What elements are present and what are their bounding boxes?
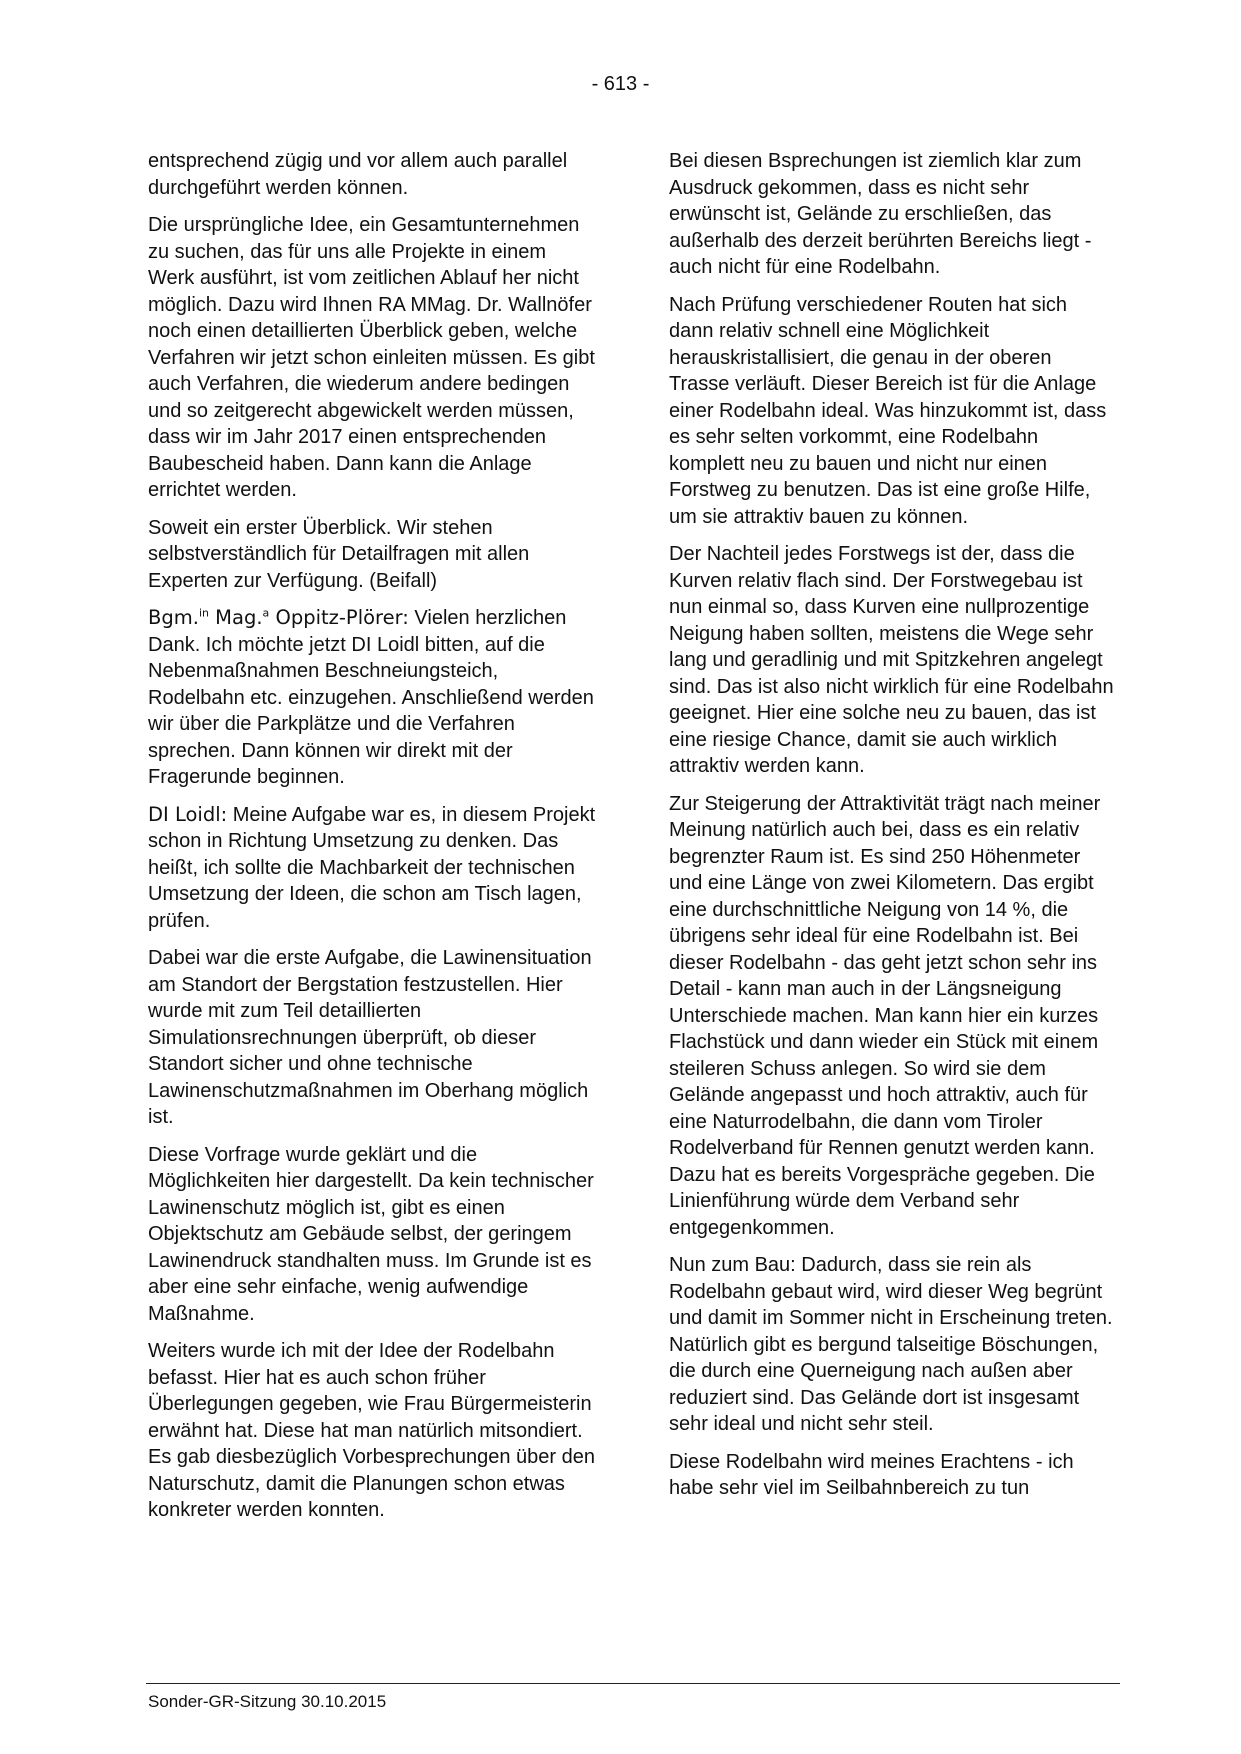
paragraph: Die ursprüngliche Idee, ein Gesamtunternehmen zu suchen, das für uns alle Projekte in einem Werk ausführt, ist vom zeitlichen Ablauf her nicht möglich. Dazu wird Ihnen RA MMag. Dr. Wallnöfer noch einen detaillierten Überblick geben, welche Verfahren wir jetzt schon einleiten müssen. Es gibt auch Verfahren, die wiederum andere bedingen und so zeitgerecht abgewickelt werden müssen, dass wir im Jahr 2017 einen entsprechenden Baubescheid haben. Dann kann die Anlage errichtet werden. xyxy=(148,214,595,501)
speaker-name xyxy=(148,606,409,629)
paragraph: Diese Rodelbahn wird meines Erachtens - ich habe sehr viel im Seilbahnbereich zu tun xyxy=(669,1450,1074,1499)
page-number: - 613 - xyxy=(591,73,650,95)
paragraph: Dabei war die erste Aufgabe, die Lawinensituation am Standort der Bergstation festzustellen. Hier wurde mit zum Teil detaillierten Simulationsrechnungen überprüft, ob dieser Standort sicher und ohne technische Lawinenschutzmaßnahmen im Oberhang möglich ist. xyxy=(148,947,592,1128)
paragraph: Nach Prüfung verschiedener Routen hat sich dann relativ schnell eine Möglichkeit herauskristallisiert, die genau in der oberen Trasse verläuft. Dieser Bereich ist für die Anlage einer Rodelbahn ideal. Was hinzukommt ist, dass es sehr selten vorkommt, eine Rodelbahn komplett neu zu bauen und nicht nur einen Forstweg zu benutzen. Das ist eine große Hilfe, um sie attraktiv bauen zu können. xyxy=(669,293,1107,528)
paragraph: Weiters wurde ich mit der Idee der Rodelbahn befasst. Hier hat es auch schon früher Überlegungen gegeben, wie Frau Bürgermeisterin erwähnt hat. Diese hat man natürlich mitsondiert. Es gab diesbezüglich Vorbesprechungen über den Naturschutz, damit die Planungen schon etwas konkreter werden konnten. xyxy=(148,1340,595,1521)
paragraph: Zur Steigerung der Attraktivität trägt nach meiner Meinung natürlich auch bei, dass es ein relativ begrenzter Raum ist. Es sind 250 Höhenmeter und eine Länge von zwei Kilometern. Das ergibt eine durchschnittliche Neigung von 14 %, die übrigens sehr ideal für eine Rodelbahn ist. Bei dieser Rodelbahn - das geht jetzt schon sehr ins Detail - kann man auch in der Längsneigung Unterschiede machen. Man kann hier ein kurzes Flachstück und dann wieder ein Stück mit einem steileren Schuss anlegen. So wird sie dem Gelände angepasst und hoch attraktiv, auch für eine Naturrodelbahn, die dann vom Tiroler Rodelverband für Rennen genutzt werden kann. Dazu hat es bereits Vorgespräche gegeben. Die Linienführung würde dem Verband sehr entgegenkommen. xyxy=(669,792,1101,1239)
right-column xyxy=(669,148,1117,1513)
speaker-surname: Oppitz-Plörer: xyxy=(269,606,409,629)
footer-session-label: Sonder-GR-Sitzung 30.10.2015 xyxy=(148,1692,387,1711)
paragraph: Nun zum Bau: Dadurch, dass sie rein als Rodelbahn gebaut wird, wird dieser Weg begrünt und damit im Sommer nicht in Erscheinung treten. Natürlich gibt es bergund talseitige Böschungen, die durch eine Querneigung nach außen aber reduziert sind. Das Gelände dort ist insgesamt sehr ideal und nicht sehr steil. xyxy=(669,1254,1113,1435)
speaker-title: Bgm. xyxy=(148,606,199,629)
paragraph: entsprechend zügig und vor allem auch parallel durchgeführt werden können. xyxy=(148,150,568,199)
paragraph: Bei diesen Bsprechungen ist ziemlich klar zum Ausdruck gekommen, dass es nicht sehr erwünscht ist, Gelände zu erschließen, das außerhalb des derzeit berührten Bereichs liegt - auch nicht für eine Rodelbahn. xyxy=(669,150,1092,278)
footer-divider xyxy=(146,1683,1120,1684)
speaker-degree-sup: a xyxy=(262,606,270,620)
left-column xyxy=(148,148,596,1535)
speaker-degree: Mag. xyxy=(208,606,263,629)
speech-text: Meine Aufgabe war es, in diesem Projekt schon in Richtung Umsetzung zu denken. Das heißt, ich sollte die Machbarkeit der technischen Umsetzung der Ideen, die schon am Tisch lagen, prüfen. xyxy=(148,803,596,932)
paragraph xyxy=(148,605,596,791)
speech-text: Vielen herzlichen Dank. Ich möchte jetzt DI Loidl bitten, auf die Nebenmaßnahmen Beschneiungsteich, Rodelbahn etc. einzugehen. Anschließend werden wir über die Parkplätze und die Verfahren sprechen. Dann können wir direkt mit der Fragerunde beginnen. xyxy=(148,607,594,788)
paragraph xyxy=(148,802,596,935)
paragraph: Der Nachteil jedes Forstwegs ist der, dass die Kurven relativ flach sind. Der Forstwegebau ist nun einmal so, dass Kurven eine nullprozentige Neigung haben sollten, meistens die Wege sehr lang und geradlinig und mit Spitzkehren angelegt sind. Das ist also nicht wirklich für eine Rodelbahn geeignet. Hier eine solche neu zu bauen, das ist eine riesige Chance, damit sie auch wirklich attraktiv werden kann. xyxy=(669,543,1114,777)
paragraph: Diese Vorfrage wurde geklärt und die Möglichkeiten hier dargestellt. Da kein technischer Lawinenschutz möglich ist, gibt es einen Objektschutz am Gebäude selbst, der geringem Lawinendruck standhalten muss. Im Grunde ist es aber eine sehr einfache, wenig aufwendige Maßnahme. xyxy=(148,1143,594,1325)
paragraph: Soweit ein erster Überblick. Wir stehen selbstverständlich für Detailfragen mit allen Experten zur Verfügung. (Beifall) xyxy=(148,516,530,592)
speaker-title-sup: in xyxy=(198,606,209,620)
speaker-name: DI Loidl: xyxy=(148,802,228,826)
